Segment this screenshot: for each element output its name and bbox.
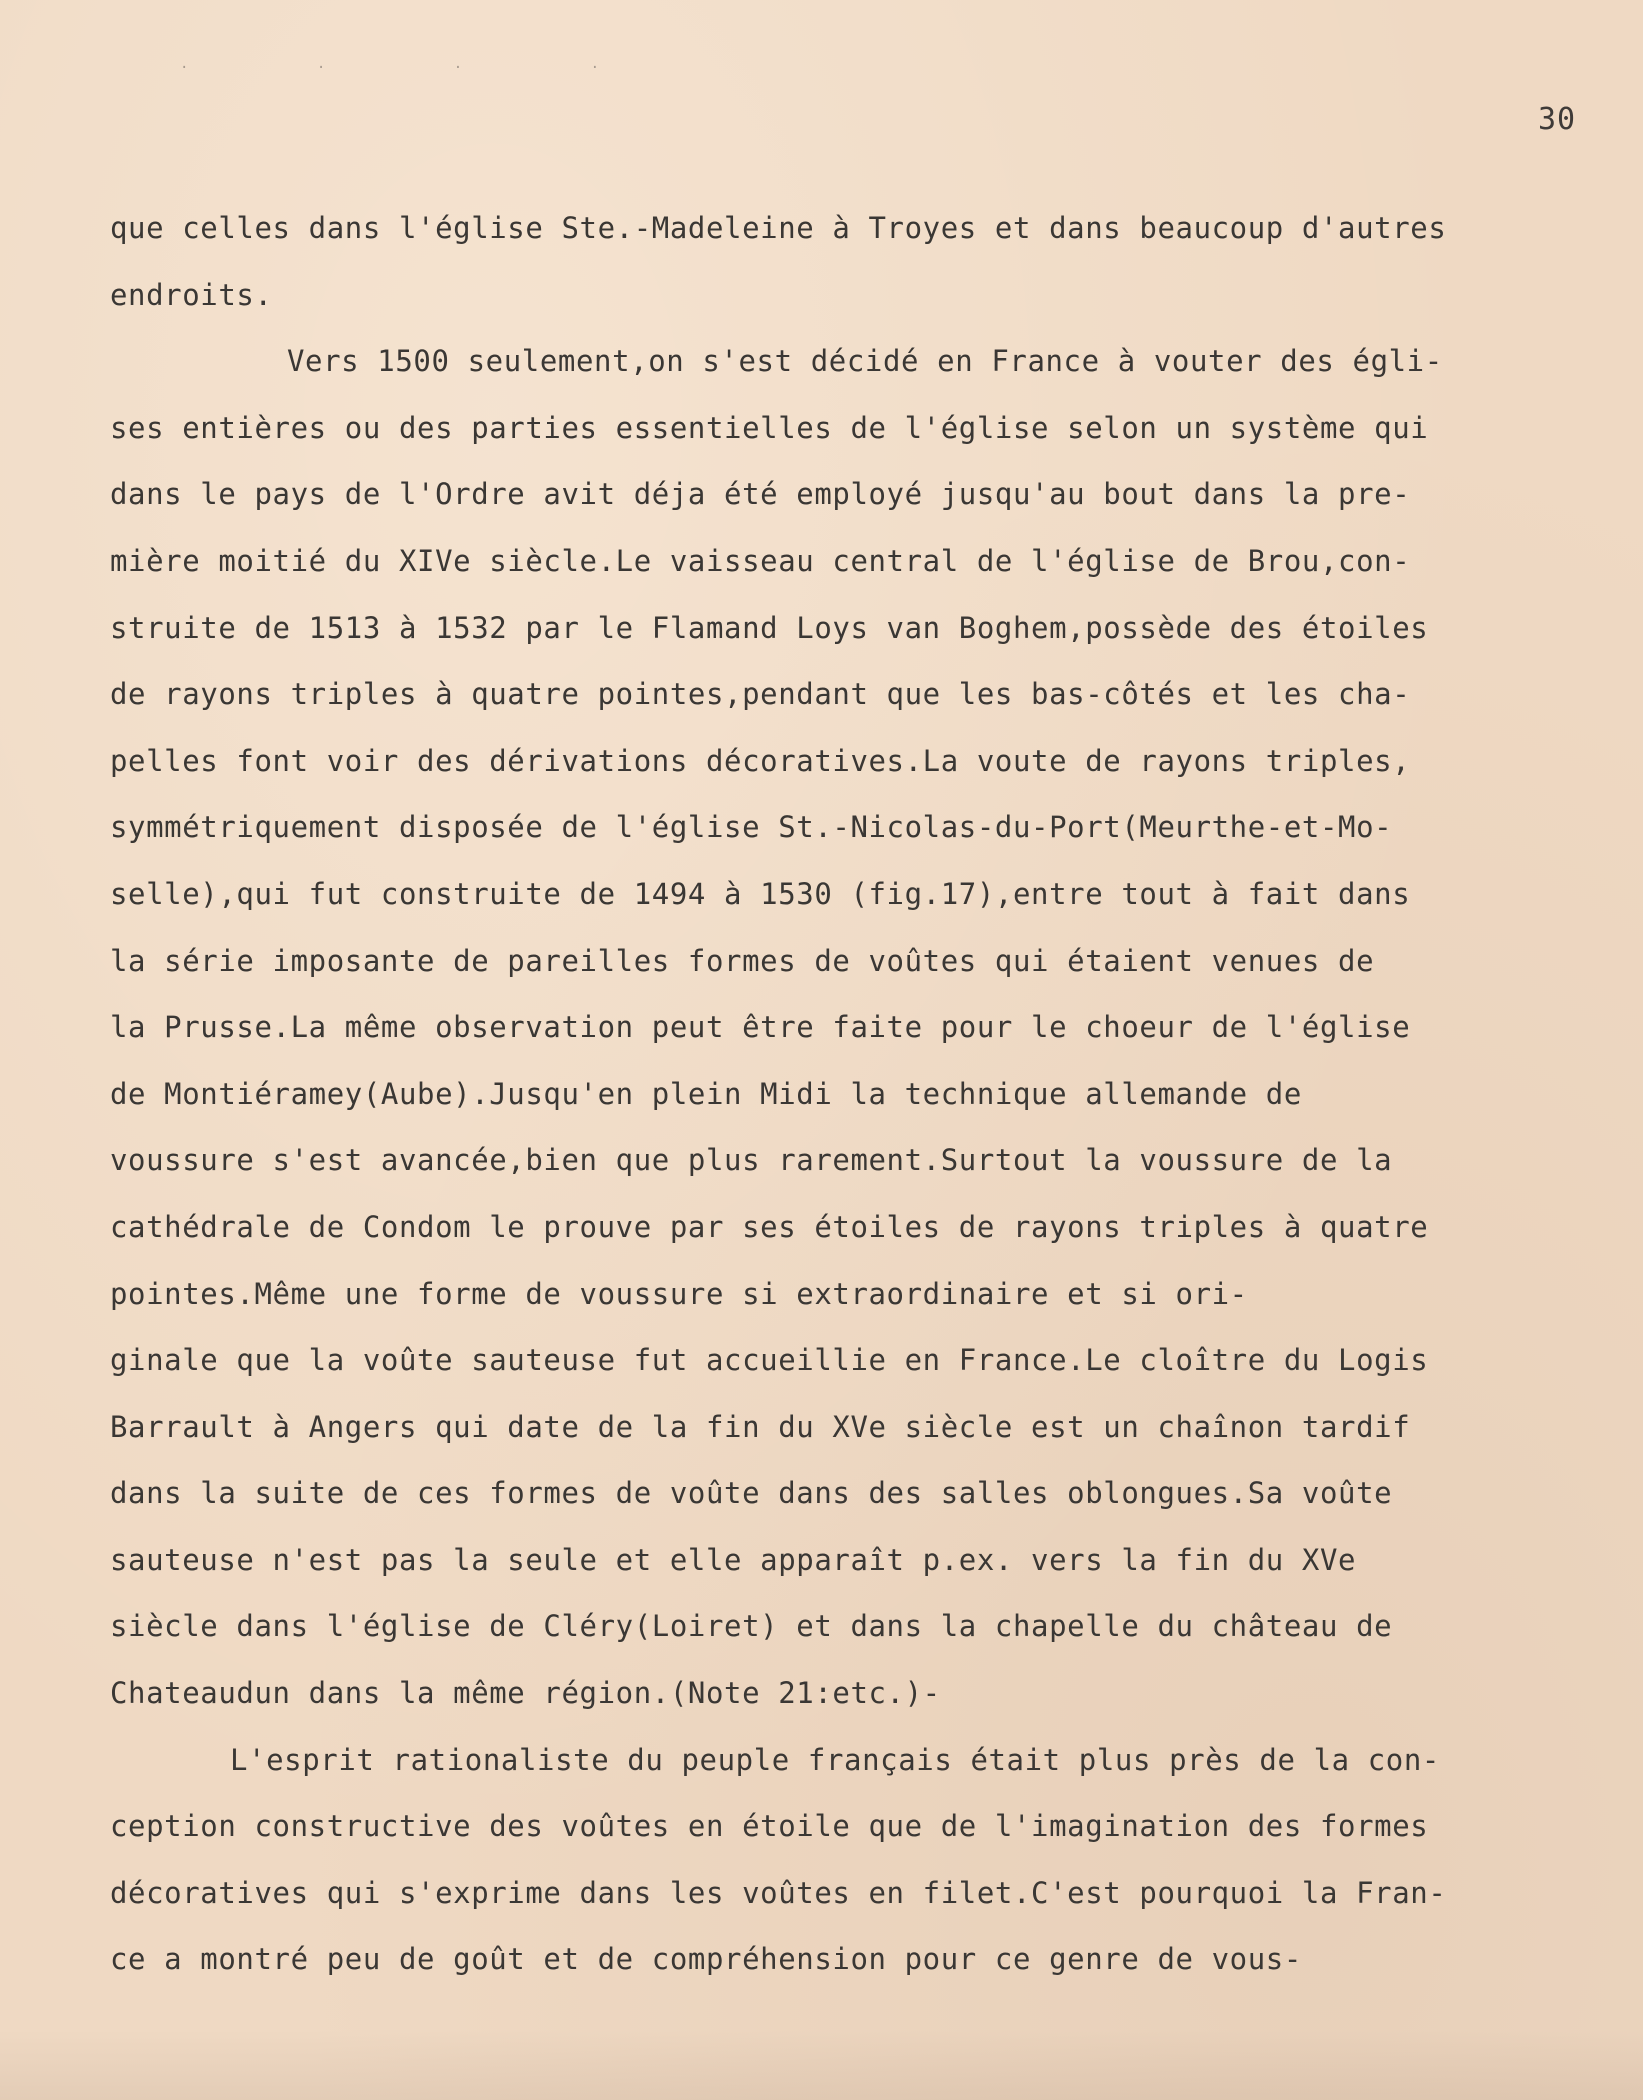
text-line: selle),qui fut construite de 1494 à 1530 (fig.17),entre tout à fait dans — [110, 876, 1411, 911]
paragraph-continuation — [110, 195, 1630, 328]
text-line: Chateaudun dans la même région.(Note 21:etc.)- — [110, 1676, 941, 1711]
text-line: décoratives qui s'exprime dans les voûtes en filet.C'est pourquoi la Fran- — [110, 1875, 1447, 1910]
text-line: siècle dans l'église de Cléry(Loiret) et dans la chapelle du château de — [110, 1609, 1393, 1644]
text-line: ception constructive des voûtes en étoile que de l'imagination des formes — [110, 1809, 1429, 1844]
text-line: de rayons triples à quatre pointes,pendant que les bas-côtés et les cha- — [110, 677, 1411, 712]
text-line: mière moitié du XIVe siècle.Le vaisseau central de l'église de Brou,con- — [110, 543, 1411, 578]
text-line: cathédrale de Condom le prouve par ses étoiles de rayons triples à quatre — [110, 1209, 1429, 1244]
text-line: la série imposante de pareilles formes de voûtes qui étaient venues de — [110, 943, 1375, 978]
text-line: ce a montré peu de goût et de compréhension pour ce genre de vous- — [110, 1942, 1302, 1977]
text-line: voussure s'est avancée,bien que plus rarement.Surtout la voussure de la — [110, 1143, 1393, 1178]
text-line: pelles font voir des dérivations décoratives.La voute de rayons triples, — [110, 743, 1411, 778]
paper-bottom-shadow — [0, 2030, 1643, 2100]
text-line: ginale que la voûte sauteuse fut accueillie en France.Le cloître du Logis — [110, 1343, 1429, 1378]
page-number: 30 — [1538, 102, 1577, 137]
text-line: dans la suite de ces formes de voûte dans des salles oblongues.Sa voûte — [110, 1476, 1393, 1511]
text-line: symmétriquement disposée de l'église St.-Nicolas-du-Port(Meurthe-et-Mo- — [110, 810, 1393, 845]
text-line: Vers 1500 seulement,on s'est décidé en France à vouter des égli- — [287, 344, 1443, 379]
text-line: pointes.Même une forme de voussure si extraordinaire et si ori- — [110, 1276, 1248, 1311]
text-line: L'esprit rationaliste du peuple français était plus près de la con- — [230, 1742, 1440, 1777]
paragraph-vaulting-france — [110, 328, 1630, 1726]
text-line: dans le pays de l'Ordre avit déja été employé jusqu'au bout dans la pre- — [110, 477, 1411, 512]
text-line: la Prusse.La même observation peut être faite pour le choeur de l'église — [110, 1010, 1411, 1045]
text-line: struite de 1513 à 1532 par le Flamand Loys van Boghem,possède des étoiles — [110, 610, 1429, 645]
text-line: que celles dans l'église Ste.-Madeleine à Troyes et dans beaucoup d'autres — [110, 211, 1447, 245]
text-line: endroits. — [110, 277, 273, 312]
typewriter-smudges: · · · · — [180, 60, 660, 76]
text-line: ses entières ou des parties essentielles de l'église selon un système qui — [110, 410, 1429, 445]
text-line: de Montiéramey(Aube).Jusqu'en plein Midi la technique allemande de — [110, 1076, 1302, 1111]
text-line: sauteuse n'est pas la seule et elle apparaît p.ex. vers la fin du XVe — [110, 1542, 1357, 1577]
text-line: Barrault à Angers qui date de la fin du XVe siècle est un chaînon tardif — [110, 1409, 1411, 1444]
manuscript-body — [110, 195, 1630, 1993]
paragraph-rationalist-spirit — [110, 1727, 1630, 1993]
